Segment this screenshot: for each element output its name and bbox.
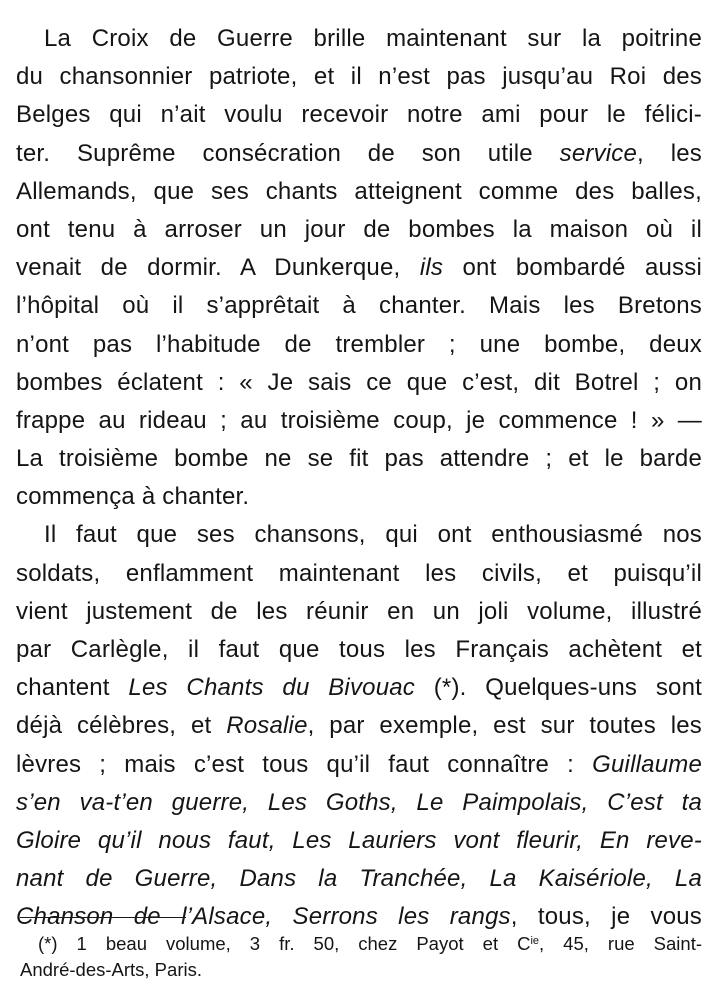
p1-line-13: commença à chanter.	[16, 483, 250, 511]
p1-line-2: du chansonnier patriote, et il n’est pas jusqu’au Roi des	[16, 63, 702, 91]
main-text	[16, 20, 702, 937]
footnote	[20, 931, 702, 983]
p2-line-10	[16, 860, 702, 898]
p2-line-6	[16, 707, 702, 745]
footnote-line-1-a: (*) 1 beau volume, 3 fr. 50, chez Payot et C	[38, 933, 531, 954]
p1-line-5: Allemands, que ses chants atteignent comme des balles,	[16, 177, 702, 205]
p2-italic-rosalie: Rosalie	[226, 712, 308, 740]
p2-line-7	[16, 746, 702, 784]
p2-italic-guillaume: Guillaume	[592, 750, 702, 778]
p1-italic-service: service	[559, 139, 638, 167]
p2-line-11-italic: Chanson de l’Alsace, Serrons les rangs	[16, 903, 511, 931]
p1-line-8: l’hôpital où il s’apprêtait à chanter. Mais les Bretons	[16, 292, 702, 320]
p1-line-10: bombes éclatent : « Je sais ce que c’est, dit Botrel ; on	[16, 368, 702, 396]
p1-line-6: ont tenu à arroser un jour de bombes la maison où il	[16, 215, 702, 243]
footnote-rule	[20, 917, 186, 918]
p2-line-11-b: , tous, je vous	[510, 903, 703, 931]
p2-line-2: soldats, enflamment maintenant les civils, et puisqu’il	[16, 559, 702, 587]
p1-line-4-text: ter. Suprême consécration de son utile	[16, 139, 560, 167]
footnote-line-1-b: , 45, rue Saint-	[539, 933, 702, 954]
footnote-line-2: André-des-Arts, Paris.	[20, 959, 202, 980]
p1-italic-ils: ils	[419, 254, 444, 282]
p2-line-1: Il faut que ses chansons, qui ont enthousiasmé nos	[44, 521, 702, 549]
p2-italic-title: Les Chants du Bivouac	[128, 674, 416, 702]
p2-line-7-a: lèvres ; mais c’est tous qu’il faut connaître :	[16, 750, 593, 778]
p1-line-9: n’ont pas l’habitude de trembler ; une bombe, deux	[16, 330, 702, 358]
p1-line-4-tail: , les	[637, 139, 702, 167]
p1-line-12: La troisième bombe ne se fit pas attendre ; et le barde	[16, 445, 702, 473]
p2-line-5-b: (*). Quelques-uns sont	[415, 674, 702, 702]
p2-line-4: par Carlègle, il faut que tous les Français achètent et	[16, 636, 702, 663]
p2-line-9-italic: Gloire qu’il nous faut, Les Lauriers vont fleurir, En reve-	[16, 826, 702, 854]
p1-line-7	[16, 249, 702, 287]
p2-line-8-italic: s’en va-t’en guerre, Les Goths, Le Paimpolais, C’est ta	[16, 788, 702, 816]
p1-line-4	[16, 135, 702, 173]
p1-line-1: La Croix de Guerre brille maintenant sur la poitrine	[44, 25, 702, 52]
p1-line-3: Belges qui n’ait voulu recevoir notre ami pour le félici-	[16, 101, 702, 129]
p2-line-9	[16, 822, 702, 860]
p2-line-8	[16, 784, 702, 822]
p2-line-6-a: déjà célèbres, et	[16, 712, 227, 740]
p1-line-7-text: venait de dormir. A Dunkerque,	[16, 254, 420, 282]
footnote-line-1	[20, 931, 702, 957]
p1-line-11: frappe au rideau ; au troisième coup, je commence ! » —	[16, 406, 702, 434]
footnote-sup: ie	[530, 935, 540, 947]
p2-line-6-b: , par exemple, est sur toutes les	[307, 712, 702, 740]
p2-line-5-a: chantent	[16, 674, 129, 702]
p2-line-3: vient justement de les réunir en un joli volume, illustré	[16, 597, 702, 625]
p2-line-5	[16, 669, 702, 707]
p1-line-7-tail: ont bombardé aussi	[443, 254, 702, 282]
p2-line-10-italic: nant de Guerre, Dans la Tranchée, La Kaisériole, La	[16, 865, 702, 893]
